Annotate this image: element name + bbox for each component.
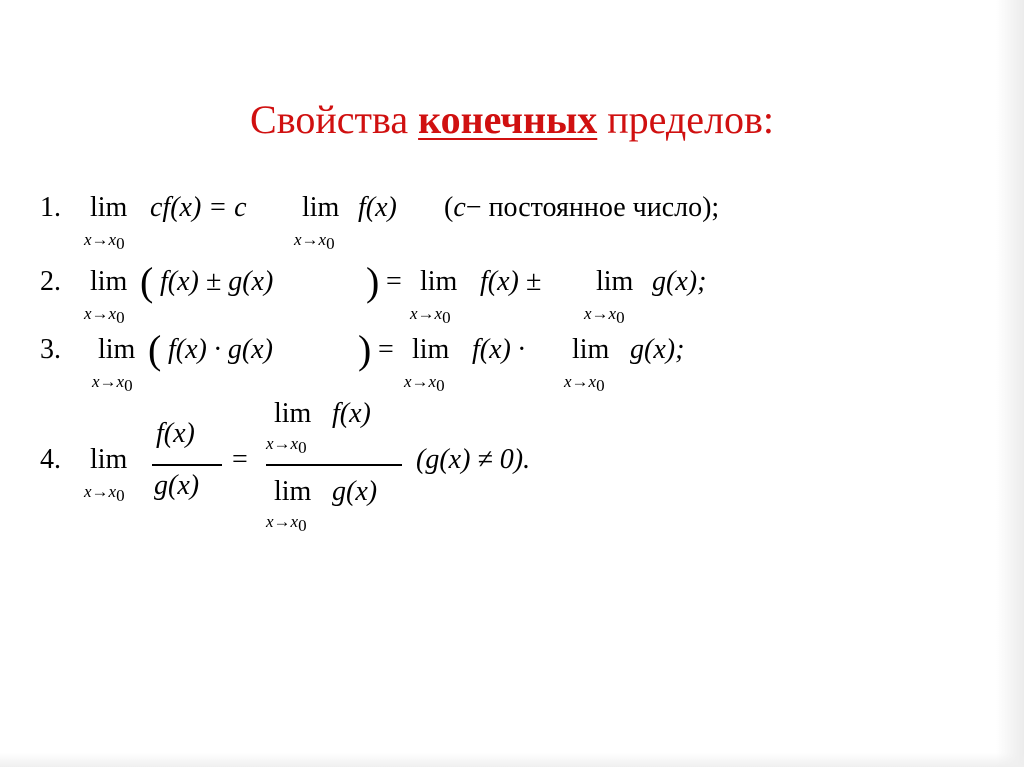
lim-subscript: $x\to x_0$ [92,372,133,395]
formula-condition: (g(x) ≠ 0). [416,444,531,475]
formula-lhs: cf(x) = c [150,192,247,223]
lim-operator: lim [596,266,634,297]
formula-lhs: f(x) · g(x) [168,334,273,365]
lim-subscript: $x\to x_0$ [404,372,445,395]
lim-subscript: $x\to x_0$ [266,434,307,457]
title-text-2: пределов: [597,97,774,142]
formula-rhs-term2: g(x); [652,266,707,297]
lim-operator: lim [90,266,128,297]
right-paren: ) [358,327,372,372]
formula-note: (c− постоянное число); [444,192,720,223]
fraction-bar [152,464,222,466]
formula-rhs-term1: f(x) · [472,334,525,365]
formula-number: 1. [40,192,61,223]
formula-1 [40,192,940,252]
lim-operator: lim [274,476,312,507]
formula-2 [40,259,940,327]
lim-subscript: $x\to x_0$ [410,304,451,327]
formula-lhs: f(x) ± g(x) [160,266,274,297]
lim-operator: lim [420,266,458,297]
formula-number: 4. [40,444,61,475]
lim-operator: lim [274,398,312,429]
formula-rhs: f(x) [358,192,397,223]
title-emphasis: конечных [418,97,598,142]
formula-3 [40,327,940,395]
formula-rhs-term1: f(x) ± [480,266,542,297]
equals-sign: = [386,266,402,297]
fraction-denominator: g(x) [154,470,200,501]
lim-subscript: $x\to x_0$ [266,512,307,535]
lim-operator: lim [98,334,136,365]
lim-subscript: $x\to x_0$ [564,372,605,395]
lim-operator: lim [572,334,610,365]
formula-4 [40,398,940,535]
lim-subscript: $x\to x_0$ [84,304,125,327]
lim-operator: lim [412,334,450,365]
lim-operator: lim [90,444,128,475]
equals-sign: = [378,334,394,365]
formula-rhs-term2: g(x); [630,334,685,365]
equals-sign: = [232,444,248,475]
right-paren: ) [366,259,380,304]
lim-subscript: $x\to x_0$ [584,304,625,327]
lim-subscript: $x\to x_0$ [294,230,335,253]
lim-operator: lim [302,192,340,223]
lim-subscript: $x\to x_0$ [84,230,125,253]
formula-number: 2. [40,266,61,297]
slide-edge-shadow-bottom [0,753,1024,767]
formula-number: 3. [40,334,61,365]
left-paren: ( [148,327,162,372]
fraction-numerator: f(x) [332,398,371,429]
fraction-bar [266,464,402,466]
lim-operator: lim [90,192,128,223]
slide-title [0,96,1024,143]
lim-subscript: $x\to x_0$ [84,482,125,505]
fraction-numerator: f(x) [156,418,195,449]
title-text-1: Свойства [250,97,419,142]
fraction-denominator: g(x) [332,476,378,507]
left-paren: ( [140,259,154,304]
